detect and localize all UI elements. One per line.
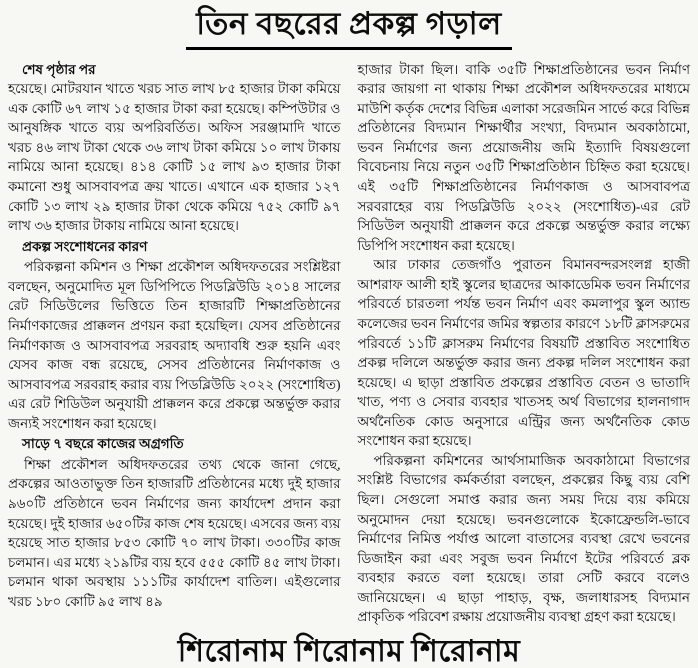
paragraph-budget-cuts: হয়েছে। মোটরযান খাতে খরচ সাত লাখ ৮৫ হাজার টাকা কমিয়ে এক কোটি ৬৭ লাখ ১৫ হাজার টাকা করা হয়েছে। কম্পিউটার ও আনুষঙ্গিক খাতে ব্যয় অপরিবর্তিত। অফিস সরঞ্জামাদি খাতে খরচ ৪৬ লাখ টাকা থেকে ৩৬ লাখ টাকা কমিয়ে ১০ লাখ টাকায় নামিয়ে আনা হয়েছে। ৪১৪ কোটি ১৫ লাখ ৯৩ হাজার টাকা কমানো শুধু আসবাবপত্র ক্রয় খাতে। এখানে এক হাজার ১২৭ কোটি ১৩ লাখ ২৯ হাজার টাকা থেকে কমিয়ে ৭৫২ কোটি ৯৭ লাখ ৩৬ হাজার টাকায় নামিয়ে আনা হয়েছে। xyxy=(8,81,341,234)
paragraph-new-institutions: হাজার টাকা ছিল। বাকি ৩৫টি শিক্ষাপ্রতিষ্ঠানের ভবন নির্মাণ করার জায়গা না থাকায় শিক্ষা প্রকৌশল অধিদফতরের মাধ্যমে মাউশি কর্তৃক দেশের বিভিন্ন এলাকা সরেজমিন সার্ভে করে বিভিন্ন প্রতিষ্ঠানের বিদ্যমান শিক্ষার্থীর সংখ্যা, বিদ্যমান অবকাঠামো, ভবন নির্মাণের জন্য প্রয়োজনীয় জমি ইত্যাদি বিষয়গুলো বিবেচনায় নিয়ে নতুন ৩৫টি শিক্ষাপ্রতিষ্ঠান চিহ্নিত করা হয়েছে। এই ৩৫টি শিক্ষাপ্রতিষ্ঠানের নির্মাণকাজ ও আসবাবপত্র সরবরাহের ব্যয় পিডব্লিউডি ২০২২ (সংশোধিত)-এর রেট সিডিউল অনুযায়ী প্রাক্কলন করে প্রকল্পে অন্তর্ভুক্ত করার লক্ষ্যে ডিপিপি সংশোধন করা হয়েছে। xyxy=(357,61,690,253)
left-column xyxy=(8,60,341,612)
article-header xyxy=(8,6,690,50)
paragraph-dhaka-schools: আর ঢাকার তেজগাঁও পুরাতন বিমানবন্দরসংলগ্ন হাজী আশরাফ আলী হাই স্কুলের ছাত্রদের আকাডেমিক ভবন নির্মাণের পরিবর্তে চারতলা পর্যন্ত ভবন নির্মাণ এবং কমলাপুর স্কুল অ্যান্ড কলেজের ভবন নির্মাণের জমির স্বল্পতার কারণে ১৮টি ক্লাসরুমের পরিবর্তে ১১টি ক্লাসরুম নির্মাণের বিষয়টি প্রস্তাবিত সংশোধিত প্রকল্প দলিলে অন্তর্ভুক্ত করার জন্য প্রকল্প দলিল সংশোধন করা হয়েছে। এ ছাড়া প্রস্তাবিত প্রকল্পের প্রস্তাবিত বেতন ও ভাতাদি খাত, পণ্য ও সেবার ব্যবহার খাতসহ অর্থ বিভাগের হালনাগাদ অর্থনৈতিক কোড অনুসারে এন্ট্রির জন্য অর্থনৈতিক কোড সংশোধন করা হয়েছে। xyxy=(357,257,690,449)
continued-from-last-page-label: শেষ পৃষ্ঠার পর xyxy=(22,61,96,77)
next-article-headline-partial: শিরোনাম শিরোনাম শিরোনাম xyxy=(177,634,521,668)
article-body xyxy=(8,60,690,627)
paragraph-progress: শিক্ষা প্রকৌশল অধিদফতরের তথ্য থেকে জানা গেছে, প্রকল্পের আওতাভুক্ত তিন হাজারটি প্রতিষ্ঠানের মধ্যে দুই হাজার ৯৬০টি প্রতিষ্ঠানে ভবন নির্মাণের জন্য কার্যাদেশ প্রদান করা হয়েছে। দুই হাজার ৬৫০টির কাজ শেষ হয়েছে। এসবের জন্য ব্যয় হয়েছে সাত হাজার ৮৫৩ কোটি ৭০ লাখ টাকা। ৩৩০টির কাজ চলমান। এর মধ্যে ২১৯টির ব্যয় হবে ৫৫৫ কোটি ৪৫ লাখ টাকা। চলমান থাকা অবস্থায় ১১১টির কার্যাদেশ বাতিল। এইগুলোর খরচ ১৮০ কোটি ৯৫ লাখ ৪৯ xyxy=(8,456,341,609)
subheading-progress: সাড়ে ৭ বছরে কাজের অগ্রগতি xyxy=(22,436,184,452)
subheading-revision-reason: প্রকল্প সংশোধনের কারণ xyxy=(22,238,148,254)
article-title: তিন বছরের প্রকল্প গড়াল xyxy=(186,6,511,50)
paragraph-planning-commission: পরিকল্পনা কমিশনের আর্থসামাজিক অবকাঠামো বিভাগের সংশ্লিষ্ট বিভাগের কর্মকর্তারা বলছেন, প্রকল্পের কিছু ব্যয় বেশি ছিল। সেগুলো সমাপ্ত করার জন্য সময় দিয়ে ব্যয় কমিয়ে অনুমোদন দেয়া হয়েছে। ভবনগুলোকে ইকোফ্রেন্ডলি-ভাবে নির্মাণের নিমিত্ত পর্যাপ্ত আলো বাতাসের ব্যবস্থা রেখে ভবনের ডিজাইন করা এবং সবুজ ভবন নির্মাণে ইটের পরিবর্তে ব্লক ব্যবহার করতে বলা হয়েছে। তারা সেটি করবে বলেও জানিয়েছেন। এ ছাড়া পাহাড়, বৃক্ষ, জলাধারসহ বিদ্যমান প্রাকৃতিক পরিবেশ রক্ষায় প্রয়োজনীয় ব্যবস্থা গ্রহণ করা হয়েছে। xyxy=(357,452,690,625)
right-column xyxy=(358,60,691,627)
paragraph-revision-reason: পরিকল্পনা কমিশন ও শিক্ষা প্রকৌশল অধিদফতরের সংশ্লিষ্টরা বলছেন, অনুমোদিত মূল ডিপিপিতে পিডব্লিউডি ২০১৪ সালের রেট সিডিউলের ভিত্তিতে তিন হাজারটি শিক্ষাপ্রতিষ্ঠানের নির্মাণকাজের প্রাক্কলন প্রণয়ন করা হয়েছিল। যেসব প্রতিষ্ঠানের নির্মাণকাজ ও আসবাবপত্র সরবরাহ অদ্যাবধি শুরু হয়নি এবং যেসব কাজ বন্ধ রয়েছে, সেসব প্রতিষ্ঠানের নির্মাণকাজ ও আসবাবপত্র সরবরাহ করার ব্যয় পিডব্লিউডি ২০২২ (সংশোধিত) এর রেট শিডিউল অনুযায়ী প্রাক্কলন করে প্রকল্পে অন্তর্ভুক্ত করার জন্যই সংশোধন করা হয়েছে। xyxy=(8,259,341,431)
